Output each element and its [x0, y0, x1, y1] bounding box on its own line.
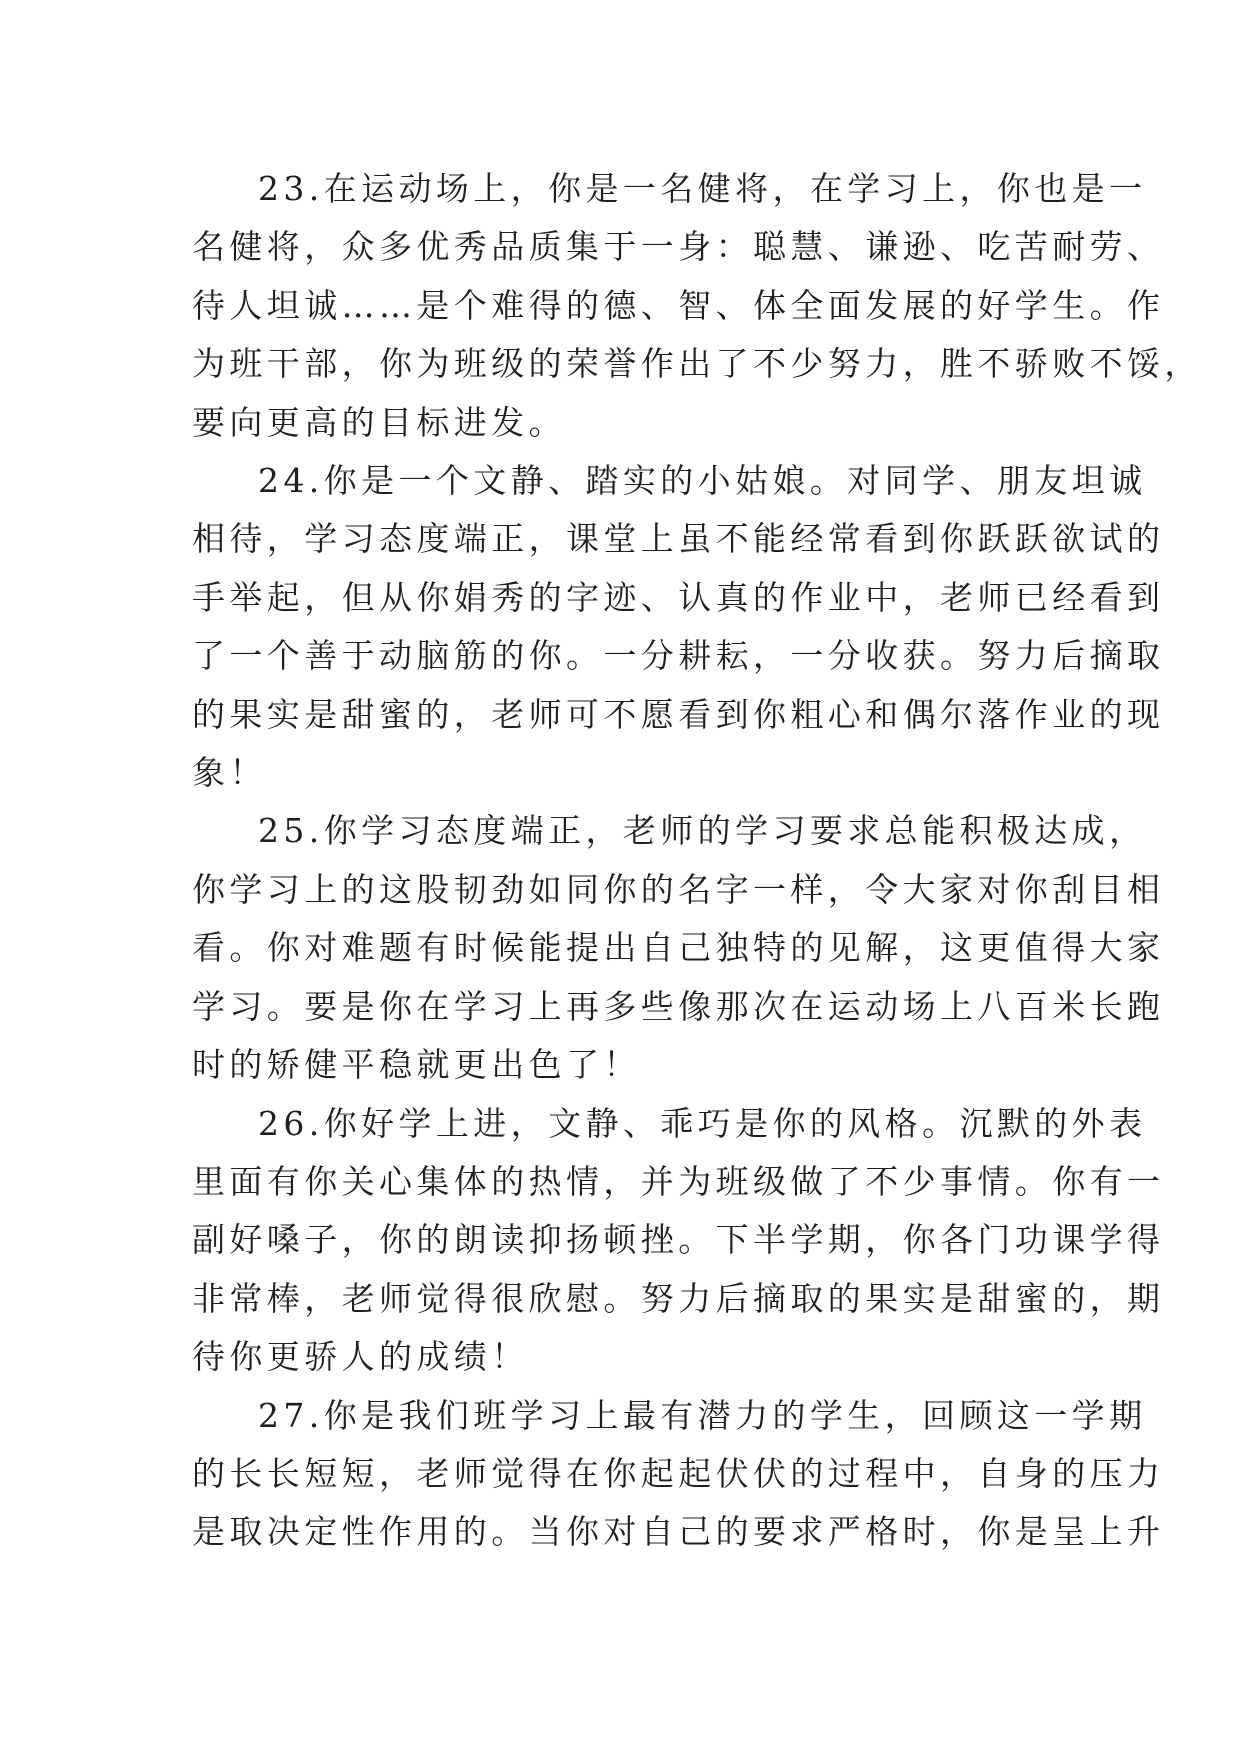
- text-line: 的果实是甜蜜的，老师可不愿看到你粗心和偶尔落作业的现: [192, 694, 1165, 734]
- text-line: 要向更高的目标进发。: [192, 402, 566, 442]
- text-line: 副好嗓子，你的朗读抑扬顿挫。下半学期，你各门功课学得: [192, 1220, 1165, 1260]
- text-line: 象！: [192, 753, 267, 793]
- text-line: 时的矫健平稳就更出色了！: [192, 1045, 641, 1085]
- text-line: 23.在运动场上，你是一名健将，在学习上，你也是一: [258, 169, 1147, 208]
- paragraph-25: [192, 802, 1165, 1094]
- text-line: 手举起，但从你娟秀的字迹、认真的作业中，老师已经看到: [192, 577, 1165, 617]
- text-line: 的长长短短，老师觉得在你起起伏伏的过程中，自身的压力: [192, 1453, 1165, 1493]
- text-line: 24.你是一个文静、踏实的小姑娘。对同学、朋友坦诚: [258, 461, 1147, 501]
- text-line: 为班干部，你为班级的荣誉作出了不少努力，胜不骄败不馁，: [192, 344, 1202, 384]
- text-line: 是取决定性作用的。当你对自己的要求严格时，你是呈上升: [192, 1512, 1165, 1552]
- text-line: 待人坦诚……是个难得的德、智、体全面发展的好学生。作: [192, 285, 1165, 325]
- text-line: 你学习上的这股韧劲如同你的名字一样，令大家对你刮目相: [192, 869, 1165, 909]
- text-line: 里面有你关心集体的热情，并为班级做了不少事情。你有一: [192, 1161, 1165, 1201]
- text-line: 26.你好学上进，文静、乖巧是你的风格。沉默的外表: [258, 1103, 1147, 1143]
- text-line: 了一个善于动脑筋的你。一分耕耘，一分收获。努力后摘取: [192, 636, 1165, 676]
- text-line: 名健将，众多优秀品质集于一身：聪慧、谦逊、吃苦耐劳、: [192, 227, 1165, 267]
- paragraph-27: [192, 1387, 1165, 1562]
- text-line: 学习。要是你在学习上再多些像那次在运动场上八百米长跑: [192, 986, 1165, 1026]
- text-line: 看。你对难题有时候能提出自己独特的见解，这更值得大家: [192, 928, 1165, 968]
- text-line: 非常棒，老师觉得很欣慰。努力后摘取的果实是甜蜜的，期: [192, 1278, 1165, 1318]
- text-line: 待你更骄人的成绩！: [192, 1337, 529, 1377]
- paragraph-26: [192, 1095, 1165, 1387]
- document-body: [192, 160, 1202, 1562]
- paragraph-24: [192, 452, 1165, 802]
- text-line: 相待，学习态度端正，课堂上虽不能经常看到你跃跃欲试的: [192, 519, 1165, 559]
- text-line: 25.你学习态度端正，老师的学习要求总能积极达成，: [258, 811, 1147, 851]
- text-line: 27.你是我们班学习上最有潜力的学生，回顾这一学期: [258, 1395, 1147, 1435]
- paragraph-23: [192, 160, 1202, 452]
